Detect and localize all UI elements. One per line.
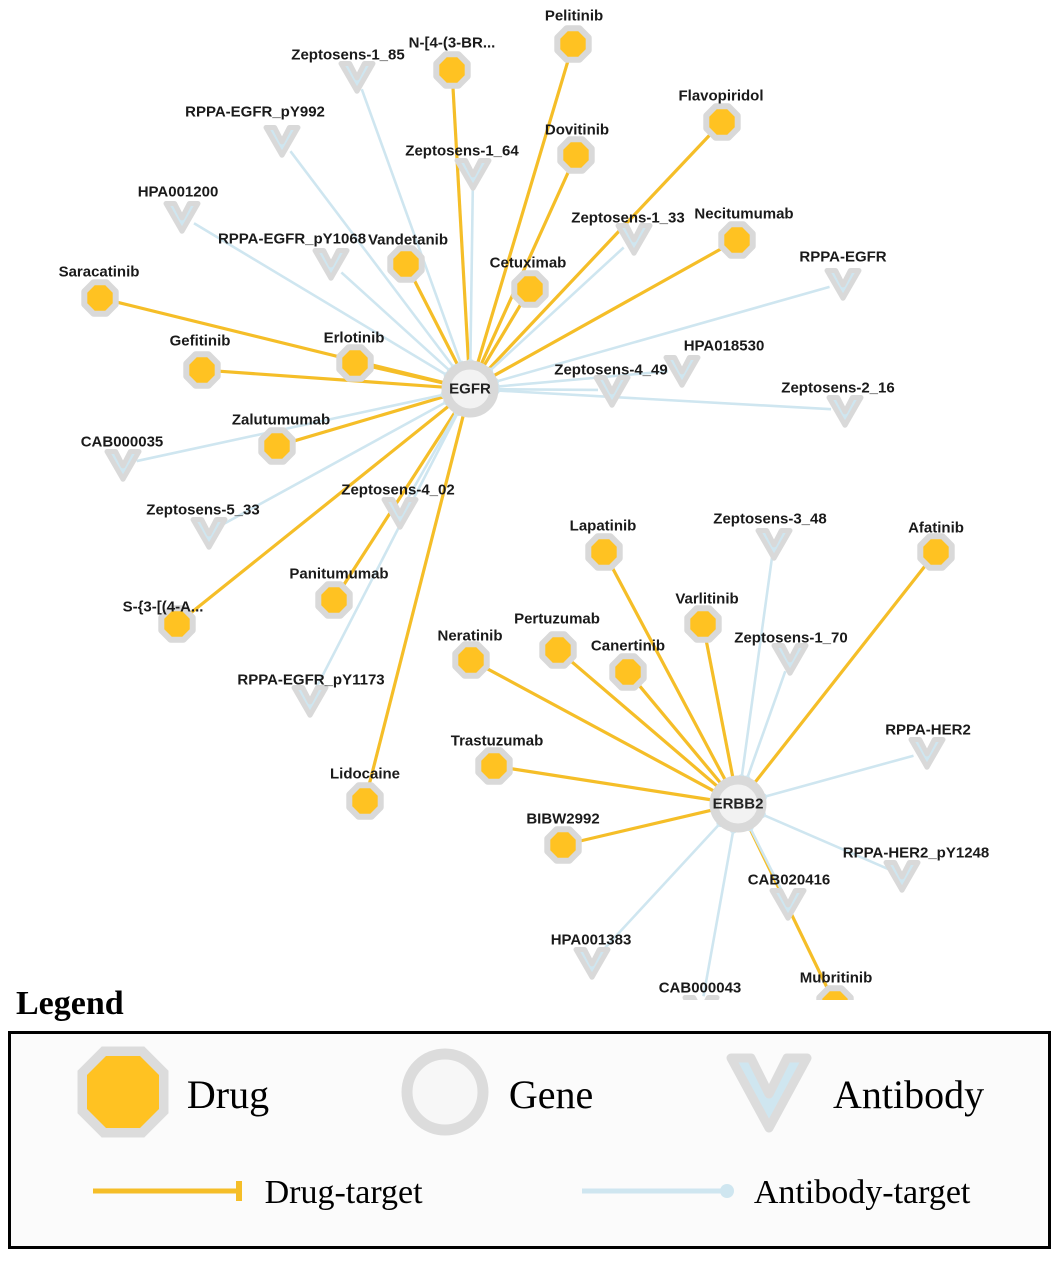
legend-item-drug-target (89, 1174, 423, 1212)
antibody-node-7[interactable] (666, 358, 698, 386)
drug-node-4[interactable] (721, 224, 752, 255)
legend-label-antibody: Antibody (833, 1072, 985, 1117)
drug-node-14[interactable] (161, 608, 192, 639)
antibody-target-edge-16 (763, 756, 913, 797)
drug-node-20[interactable] (349, 785, 380, 816)
drug-label: Zalutumumab (231, 411, 331, 429)
legend-item-antibody (721, 1044, 984, 1145)
drug-node-3[interactable] (560, 139, 591, 170)
antibody-label: RPPA-EGFR (799, 248, 887, 266)
drug-node-13[interactable] (687, 608, 718, 639)
antibody-label: Zeptosens-1_33 (571, 209, 685, 227)
antibody-label: CAB000043 (658, 979, 742, 997)
drug-target-edge-8 (372, 367, 445, 384)
drug-node-6[interactable] (514, 273, 545, 304)
drug-node-9[interactable] (186, 354, 217, 385)
legend (8, 985, 1051, 1249)
drug-node-19[interactable] (478, 750, 509, 781)
drug-target-edge-18 (639, 685, 721, 784)
antibody-target-edge-14 (747, 671, 786, 779)
drug-label: Neratinib (437, 627, 503, 645)
drug-node-0[interactable] (557, 28, 588, 59)
drug-label: Erlotinib (323, 329, 385, 347)
drug-node-12[interactable] (588, 536, 619, 567)
antibody-target-edge-4 (489, 247, 624, 371)
gene-label-erbb2: ERBB2 (712, 795, 764, 813)
drug-label: Dovitinib (544, 121, 610, 139)
drug-label: Vandetanib (367, 231, 449, 249)
antibody-node-1[interactable] (266, 128, 298, 156)
legend-box (8, 1031, 1051, 1249)
antibody-node-2[interactable] (457, 161, 489, 189)
drug-label: Pelitinib (544, 7, 604, 25)
drug-label: N-[4-(3-BR... (408, 34, 496, 52)
antibody-target-edge-1 (290, 151, 454, 368)
antibody-target-edge-17 (762, 814, 889, 869)
drug-label: Saracatinib (58, 263, 140, 281)
antibody-node-9[interactable] (829, 398, 861, 426)
antibody-node-6[interactable] (827, 271, 859, 299)
drug-target-edge-13 (706, 641, 733, 779)
gene-node-icon (397, 1044, 493, 1145)
antibody-target-edge-20 (703, 830, 733, 997)
antibody-label: RPPA-EGFR_pY1068 (217, 230, 367, 248)
antibody-label: Zeptosens-4_02 (341, 481, 455, 499)
legend-title: Legend (16, 985, 124, 1022)
drug-label: Mubritinib (799, 969, 873, 987)
drug-node-2[interactable] (706, 106, 737, 137)
antibody-label: Zeptosens-1_64 (405, 142, 519, 160)
drug-node-1[interactable] (436, 54, 467, 85)
antibody-node-19[interactable] (576, 950, 608, 978)
drug-node-7[interactable] (84, 282, 115, 313)
drug-node-18[interactable] (612, 656, 643, 687)
legend-item-gene (397, 1044, 593, 1145)
drug-label: BIBW2992 (526, 810, 600, 828)
drug-target-edge-21 (580, 810, 713, 841)
drug-label: Necitumumab (694, 205, 794, 223)
antibody-label: RPPA-EGFR_pY992 (185, 103, 325, 121)
antibody-node-15[interactable] (294, 688, 326, 716)
legend-label-drug-target: Drug-target (264, 1174, 423, 1211)
drug-label: Afatinib (908, 519, 964, 537)
antibody-label: RPPA-HER2 (885, 721, 971, 739)
drug-target-edge-2 (488, 134, 710, 370)
drug-target-edge-0 (477, 60, 568, 364)
drug-node-17[interactable] (455, 644, 486, 675)
antibody-label: Zeptosens-1_85 (291, 46, 405, 64)
antibody-node-0[interactable] (341, 64, 373, 92)
antibody-target-edge-9 (496, 390, 831, 409)
antibody-label: RPPA-HER2_pY1248 (842, 844, 990, 862)
drug-node-11[interactable] (920, 536, 951, 567)
antibody-label: Zeptosens-4_49 (554, 361, 668, 379)
drug-label: Cetuximab (489, 254, 567, 272)
antibody-node-icon (721, 1044, 817, 1145)
drug-label: Trastuzumab (450, 732, 544, 750)
drug-node-8[interactable] (339, 347, 370, 378)
legend-label-antibody-target: Antibody-target (753, 1174, 971, 1211)
drug-label: Flavopiridol (678, 87, 764, 105)
drug-target-edge-11 (754, 565, 925, 783)
drug-node-10[interactable] (261, 430, 292, 461)
antibody-target-edge-13 (742, 557, 773, 778)
antibody-target-edge-19 (602, 823, 721, 952)
node-layer (84, 28, 951, 1000)
drug-node-21[interactable] (547, 829, 578, 860)
antibody-node-14[interactable] (774, 646, 806, 674)
edge-layer (107, 60, 943, 1000)
drug-label: S-{3-[(4-A... (122, 598, 204, 616)
gene-label-egfr: EGFR (449, 380, 491, 398)
legend-item-drug (75, 1044, 269, 1145)
antibody-label: HPA018530 (683, 337, 765, 355)
antibody-label: HPA001200 (137, 183, 219, 201)
drug-target-edge-1 (453, 87, 469, 363)
legend-label-gene: Gene (508, 1072, 594, 1117)
antibody-label: CAB000035 (80, 433, 164, 451)
drug-label: Varlitinib (675, 590, 739, 608)
drug-label: Canertinib (590, 637, 666, 655)
antibody-target-edge-0 (362, 89, 461, 364)
drug-label: Gefitinib (169, 332, 231, 350)
legend-item-antibody-target (578, 1174, 971, 1212)
antibody-label: Zeptosens-3_48 (713, 510, 827, 528)
drug-target-edge-icon (89, 1177, 249, 1210)
antibody-node-3[interactable] (166, 204, 198, 232)
antibody-target-edge-icon (578, 1177, 738, 1210)
drug-node-16[interactable] (542, 634, 573, 665)
antibody-label: CAB020416 (747, 871, 831, 889)
antibody-label: HPA001383 (550, 931, 632, 949)
antibody-target-edge-6 (495, 287, 830, 382)
antibody-node-13[interactable] (758, 531, 790, 559)
drug-node-icon (75, 1044, 171, 1145)
antibody-node-10[interactable] (107, 452, 139, 480)
antibody-node-17[interactable] (886, 863, 918, 891)
antibody-label: Zeptosens-2_16 (781, 379, 895, 397)
antibody-target-edge-11 (407, 412, 457, 500)
antibody-node-16[interactable] (911, 740, 943, 768)
drug-label: Panitumumab (289, 565, 389, 583)
drug-label: Lidocaine (329, 765, 401, 783)
drug-target-edge-10 (293, 396, 445, 441)
drug-label: Lapatinib (569, 517, 637, 535)
antibody-node-12[interactable] (193, 520, 225, 548)
drug-node-5[interactable] (390, 248, 421, 279)
antibody-target-edge-2 (470, 187, 472, 363)
antibody-node-18[interactable] (772, 891, 804, 919)
legend-label-drug: Drug (186, 1072, 270, 1117)
antibody-target-edge-8 (496, 389, 598, 390)
drug-label: Pertuzumab (514, 610, 600, 628)
antibody-label: Zeptosens-5_33 (146, 501, 260, 519)
drug-target-edge-15 (343, 411, 456, 586)
antibody-node-8[interactable] (596, 378, 628, 406)
drug-target-edge-6 (483, 304, 521, 367)
drug-node-15[interactable] (318, 584, 349, 615)
antibody-label: Zeptosens-1_70 (734, 629, 848, 647)
antibody-target-edge-18 (750, 827, 782, 890)
antibody-label: RPPA-EGFR_pY1173 (237, 671, 385, 689)
